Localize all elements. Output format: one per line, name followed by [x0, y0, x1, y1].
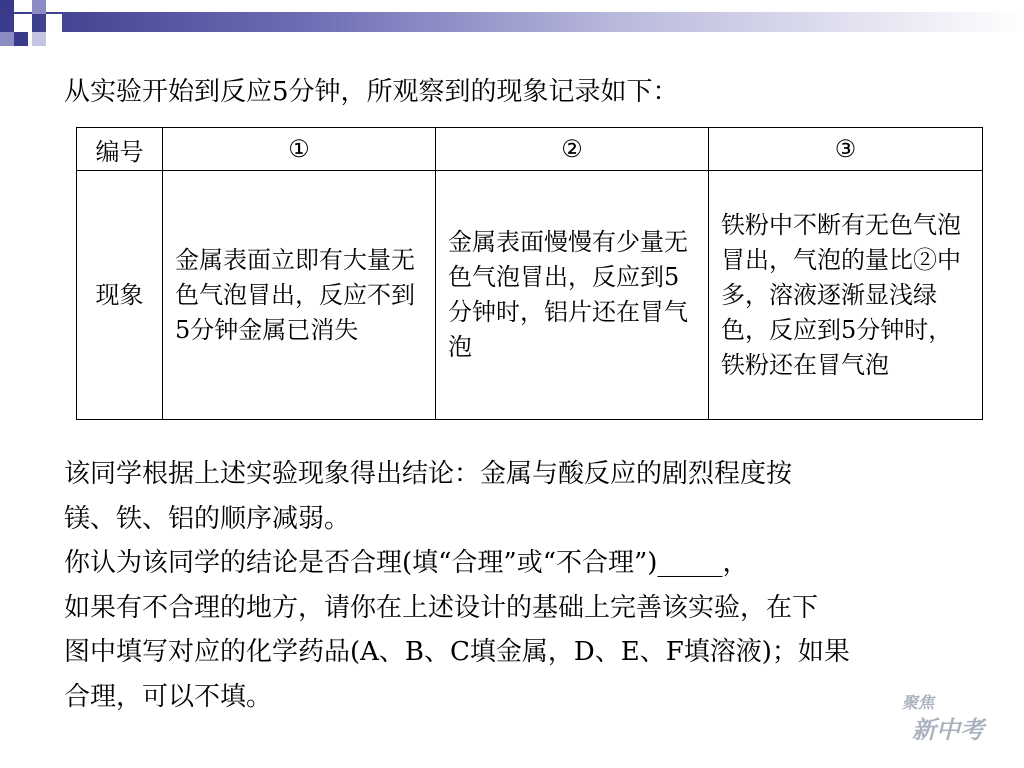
table-cell: 铁粉中不断有无色气泡冒出，气泡的量比②中多，溶液逐渐显浅绿色，反应到5分钟时，铁粉还在冒气泡	[709, 171, 983, 420]
paragraph-line: 镁、铁、铝的顺序减弱。	[64, 503, 351, 534]
table-cell: 金属表面慢慢有少量无色气泡冒出，反应到5分钟时，铝片还在冒气泡	[436, 171, 709, 420]
intro-text: 从实验开始到反应5分钟，所观察到的现象记录如下：	[64, 77, 679, 107]
table-cell: 金属表面立即有大量无色气泡冒出，反应不到5分钟金属已消失	[163, 171, 436, 420]
paragraph-line: 如果有不合理的地方，请你在上述设计的基础上完善该实验，在下	[64, 592, 819, 623]
header-square	[0, 32, 14, 46]
header-decoration-bar	[0, 12, 1024, 32]
table-header-cell: ③	[709, 128, 983, 171]
header-square	[32, 0, 46, 14]
paragraph-line: 图中填写对应的化学药品(A、B、C填金属，D、E、F填溶液)；如果	[64, 637, 850, 667]
row-label: 现象	[77, 171, 163, 420]
paragraph-line: 你认为该同学的结论是否合理(填“合理”或“不合理”)_____，	[64, 548, 749, 578]
header-square	[14, 14, 32, 32]
logo-line-2: 新中考	[912, 716, 984, 744]
table-header-cell: ①	[163, 128, 436, 171]
brand-logo	[898, 690, 998, 750]
header-square	[0, 0, 14, 14]
paragraph-line: 合理，可以不填。	[64, 681, 273, 712]
question-paragraph	[64, 452, 984, 719]
table-header-row	[77, 128, 983, 171]
table-header-cell: ②	[436, 128, 709, 171]
observation-table	[76, 127, 983, 420]
header-square	[14, 32, 28, 46]
logo-line-1: 聚焦	[902, 693, 935, 712]
header-square	[32, 32, 46, 46]
table-row	[77, 171, 983, 420]
paragraph-line: 该同学根据上述实验现象得出结论：金属与酸反应的剧烈程度按	[64, 459, 793, 489]
table-header-cell: 编号	[77, 128, 163, 171]
header-square	[46, 14, 62, 32]
